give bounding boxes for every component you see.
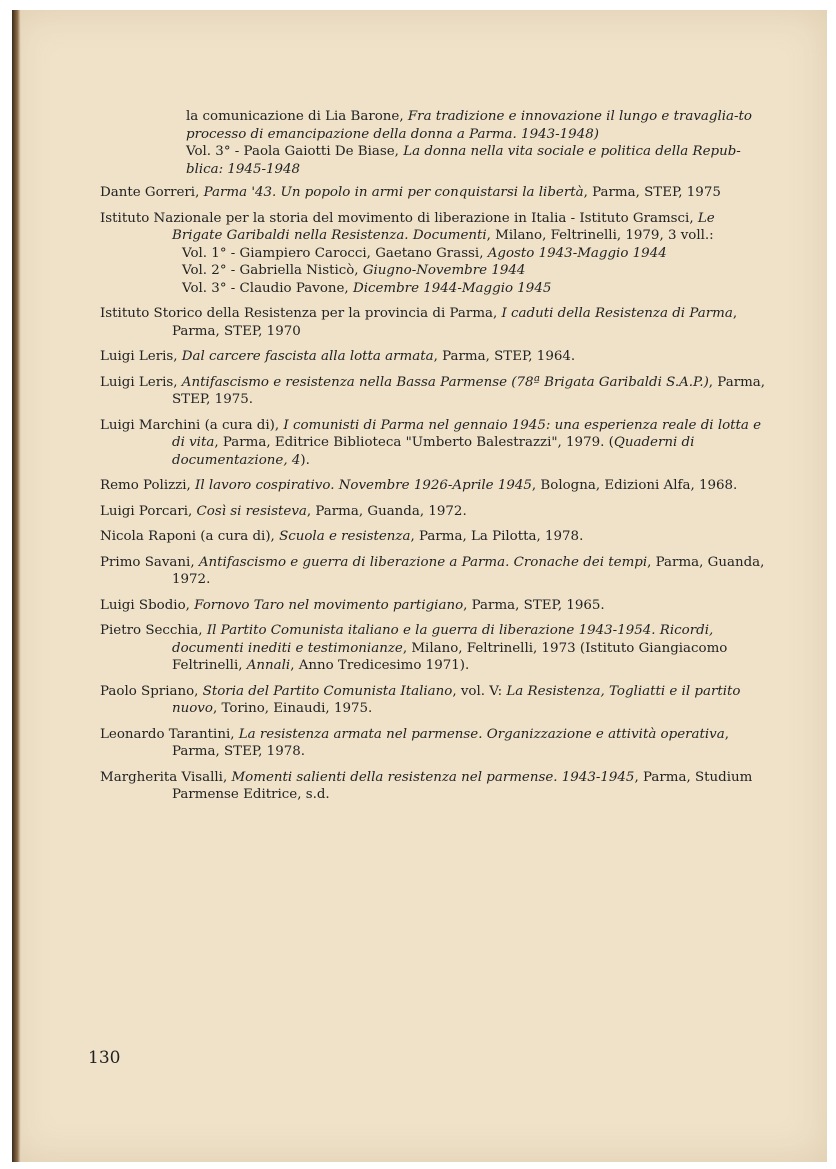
- bib-entry: Nicola Raponi (a cura di), Scuola e resistenza, Parma, La Pilotta, 1978.: [100, 529, 584, 544]
- volume-item: Vol. 2° - Gabriella Nisticò, Giugno-Novembre 1944: [182, 263, 526, 278]
- bib-entry: Luigi Marchini (a cura di), I comunisti di Parma nel gennaio 1945: una esperienza reale di lotta e di vita, Parma, Editrice Biblioteca "Umberto Balestrazzi", 1979. (Quaderni di documentazione, 4).: [100, 417, 762, 468]
- book-spine-shadow: [12, 10, 21, 1162]
- bib-entry: Luigi Leris, Antifascismo e resistenza nella Bassa Parmense (78ª Brigata Garibaldi S.A.P.), Parma, STEP, 1975.: [100, 374, 766, 407]
- bib-entry: Margherita Visalli, Momenti salienti della resistenza nel parmense. 1943-1945, Parma, Studium Parmense Editrice, s.d.: [100, 769, 753, 802]
- page-number: 130: [88, 1048, 121, 1068]
- continuation-line-2: Vol. 3° - Paola Gaiotti De Biase, La donna nella vita sociale e politica della Repub-blica: 1945-1948: [186, 144, 741, 177]
- bib-entry: Primo Savani, Antifascismo e guerra di liberazione a Parma. Cronache dei tempi, Parma, Guanda, 1972.: [100, 554, 765, 587]
- bib-entry: Dante Gorreri, Parma '43. Un popolo in armi per conquistarsi la libertà, Parma, STEP, 1975: [100, 185, 721, 200]
- bib-entry: Luigi Sbodio, Fornovo Taro nel movimento partigiano, Parma, STEP, 1965.: [100, 597, 605, 613]
- bib-entry: Remo Polizzi, Il lavoro cospirativo. Novembre 1926-Aprile 1945, Bologna, Edizioni Alfa, 1968.: [100, 478, 738, 493]
- bibliography: [100, 108, 768, 812]
- volume-item: Vol. 1° - Giampiero Carocci, Gaetano Grassi, Agosto 1943-Maggio 1944: [182, 245, 667, 261]
- bib-entry: Pietro Secchia, Il Partito Comunista italiano e la guerra di liberazione 1943-1954. Ricordi, documenti inediti e testimonianze, Milano, Feltrinelli, 1973 (Istituto Giangiacomo Feltrinelli, Annali, Anno Tredicesimo 1971).: [100, 623, 728, 673]
- continuation-block: [100, 108, 768, 178]
- bib-entry: Luigi Porcari, Così si resisteva, Parma, Guanda, 1972.: [100, 503, 467, 519]
- volume-list: [172, 245, 768, 298]
- bib-entry: Istituto Storico della Resistenza per la provincia di Parma, I caduti della Resistenza di Parma, Parma, STEP, 1970: [100, 306, 738, 339]
- bib-entry: Leonardo Tarantini, La resistenza armata nel parmense. Organizzazione e attività operativa, Parma, STEP, 1978.: [100, 726, 729, 759]
- bib-entry: Paolo Spriano, Storia del Partito Comunista Italiano, vol. V: La Resistenza, Togliatti e il partito nuovo, Torino, Einaudi, 1975.: [100, 683, 741, 716]
- bib-entry: Istituto Nazionale per la storia del movimento di liberazione in Italia - Istituto Gramsci, Le Brigate Garibaldi nella Resistenza. Documenti, Milano, Feltrinelli, 1979, 3 voll.: Vol. 1° - Giampiero Carocci, Gaetano Grassi, Agosto 1943-Maggio 1944 Vol. 2° - Gabriella Nisticò, Giugno-Novembre 1944 Vol. 3° - Claudio Pavone, Dicembre 1944-Maggio 1945: [100, 210, 768, 298]
- continuation-line-1: la comunicazione di Lia Barone, Fra tradizione e innovazione il lungo e travaglia-to processo di emancipazione della donna a Parma. 1943-1948): [186, 109, 752, 142]
- bib-entry: Luigi Leris, Dal carcere fascista alla lotta armata, Parma, STEP, 1964.: [100, 349, 576, 364]
- volume-item: Vol. 3° - Claudio Pavone, Dicembre 1944-Maggio 1945: [182, 280, 552, 296]
